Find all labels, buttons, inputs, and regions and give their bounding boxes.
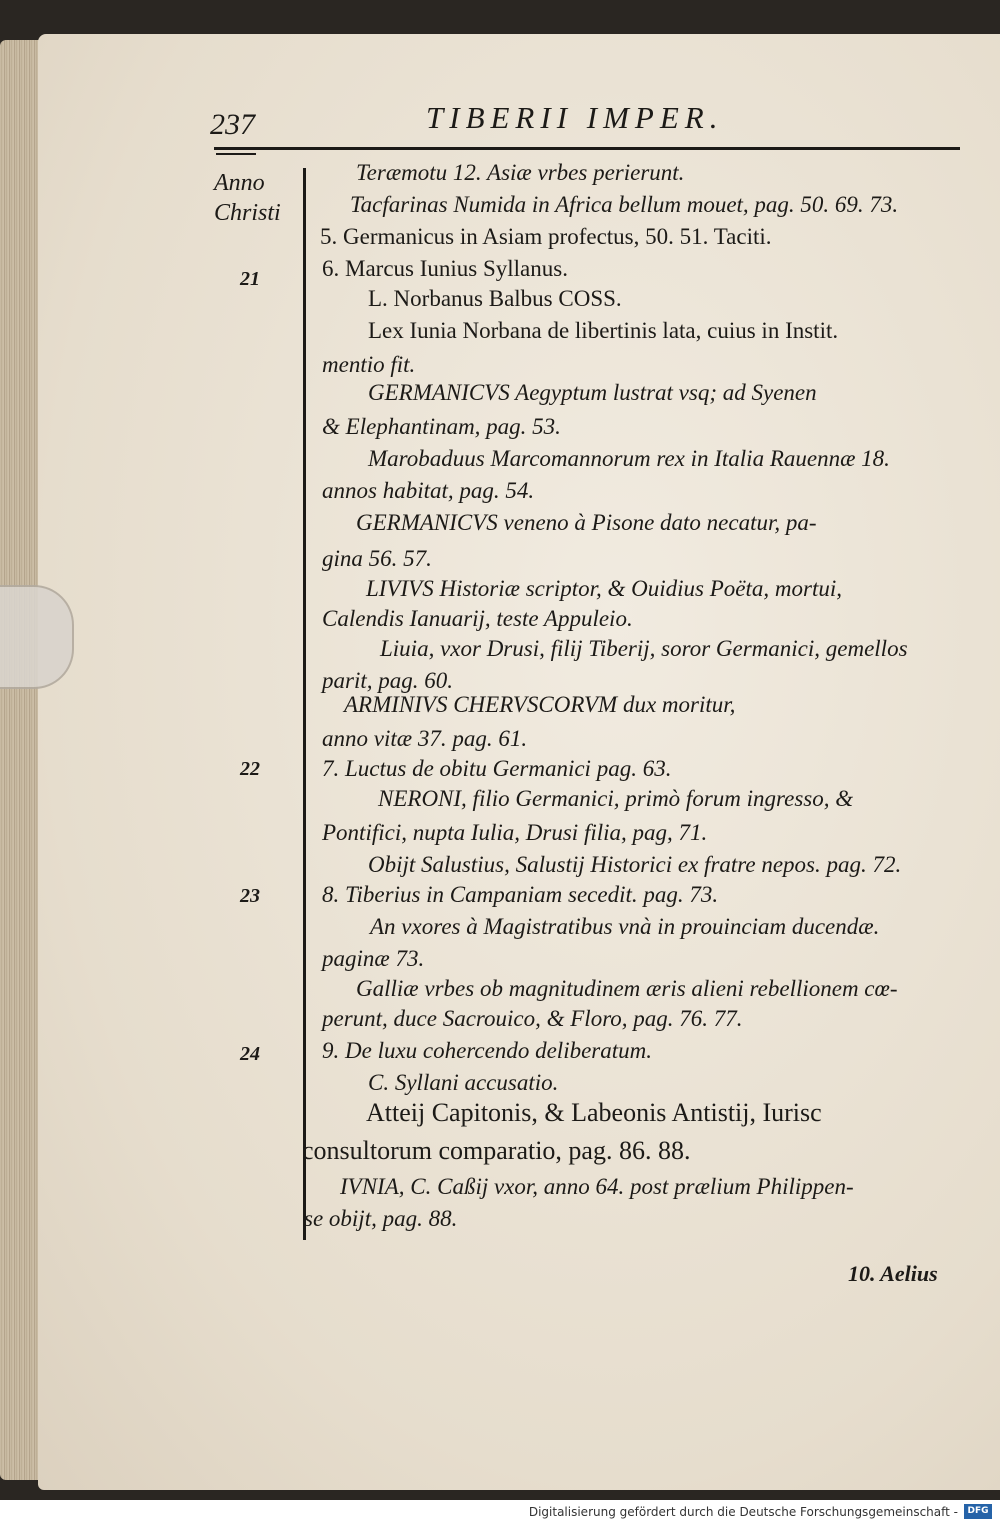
- text-line: LIVIVS Historiæ scriptor, & Ouidius Poëta, mortui,: [366, 576, 842, 601]
- text-line: IVNIA, C. Caßij vxor, anno 64. post prælium Philippen-: [340, 1174, 854, 1199]
- text-line: & Elephantinam, pag. 53.: [322, 414, 561, 439]
- text-line: Pontifici, nupta Iulia, Drusi filia, pag, 71.: [322, 820, 708, 845]
- text-line: Liuia, vxor Drusi, filij Tiberij, soror Germanici, gemellos: [380, 636, 908, 661]
- header-rule: [214, 147, 960, 150]
- margin-year: 24: [240, 1043, 260, 1065]
- text-line: gina 56. 57.: [322, 546, 432, 571]
- text-line: GERMANICVS veneno à Pisone dato necatur, pa-: [356, 510, 817, 535]
- text-line: paginæ 73.: [322, 946, 425, 971]
- text-line: NERONI, filio Germanici, primò forum ingresso, &: [378, 786, 854, 811]
- text-line: An vxores à Magistratibus vnà in prouinciam ducendæ.: [370, 914, 880, 939]
- text-line: Tacfarinas Numida in Africa bellum mouet, pag. 50. 69. 73.: [350, 192, 899, 217]
- text-line: Calendis Ianuarij, teste Appuleio.: [322, 606, 633, 631]
- text-line: Teræmotu 12. Asiæ vrbes perierunt.: [356, 160, 685, 185]
- page-clip: [0, 585, 74, 689]
- funding-credit: Digitalisierung gefördert durch die Deutsche Forschungsgemeinschaft -: [528, 1505, 958, 1519]
- text-line: Obijt Salustius, Salustij Historici ex fratre nepos. pag. 72.: [368, 852, 902, 877]
- text-line: perunt, duce Sacrouico, & Floro, pag. 76. 77.: [322, 1006, 743, 1031]
- text-line: annos habitat, pag. 54.: [322, 478, 535, 503]
- page-number: 237: [210, 108, 255, 141]
- text-line: consultorum comparatio, pag. 86. 88.: [302, 1136, 691, 1165]
- margin-year: 21: [240, 268, 260, 290]
- text-line: 9. De luxu cohercendo deliberatum.: [322, 1038, 652, 1063]
- text-line: 5. Germanicus in Asiam profectus, 50. 51. Taciti.: [320, 224, 772, 249]
- catchword: 10. Aelius: [848, 1261, 938, 1286]
- margin-label-anno: Anno: [214, 170, 265, 196]
- text-line: L. Norbanus Balbus COSS.: [368, 286, 622, 311]
- text-line: 7. Luctus de obitu Germanici pag. 63.: [322, 756, 672, 781]
- running-title: TIBERII IMPER.: [426, 100, 724, 135]
- dfg-logo-icon: DFG: [964, 1504, 992, 1519]
- margin-column-rule: [303, 168, 306, 1240]
- text-line: 8. Tiberius in Campaniam secedit. pag. 73.: [322, 882, 719, 907]
- text-line: 6. Marcus Iunius Syllanus.: [322, 256, 568, 281]
- text-line: se obijt, pag. 88.: [304, 1206, 458, 1231]
- header-rule-short: [216, 153, 256, 155]
- text-line: Marobaduus Marcomannorum rex in Italia Rauennæ 18.: [368, 446, 890, 471]
- text-line: mentio fit.: [322, 352, 416, 377]
- text-line: Lex Iunia Norbana de libertinis lata, cuius in Instit.: [368, 318, 839, 343]
- margin-label-christi: Christi: [214, 200, 281, 226]
- text-line: Atteij Capitonis, & Labeonis Antistij, Iurisc: [366, 1098, 822, 1127]
- text-line: anno vitæ 37. pag. 61.: [322, 726, 528, 751]
- text-line: C. Syllani accusatio.: [368, 1070, 559, 1095]
- text-line: parit, pag. 60.: [322, 668, 453, 693]
- text-line: Galliæ vrbes ob magnitudinem æris alieni rebellionem cœ-: [356, 976, 898, 1001]
- digitization-footer: [0, 1500, 1000, 1526]
- text-line: GERMANICVS Aegyptum lustrat vsq; ad Syenen: [368, 380, 817, 405]
- margin-year: 22: [240, 758, 260, 780]
- text-line: ARMINIVS CHERVSCORVM dux moritur,: [344, 692, 736, 717]
- margin-year: 23: [240, 885, 260, 907]
